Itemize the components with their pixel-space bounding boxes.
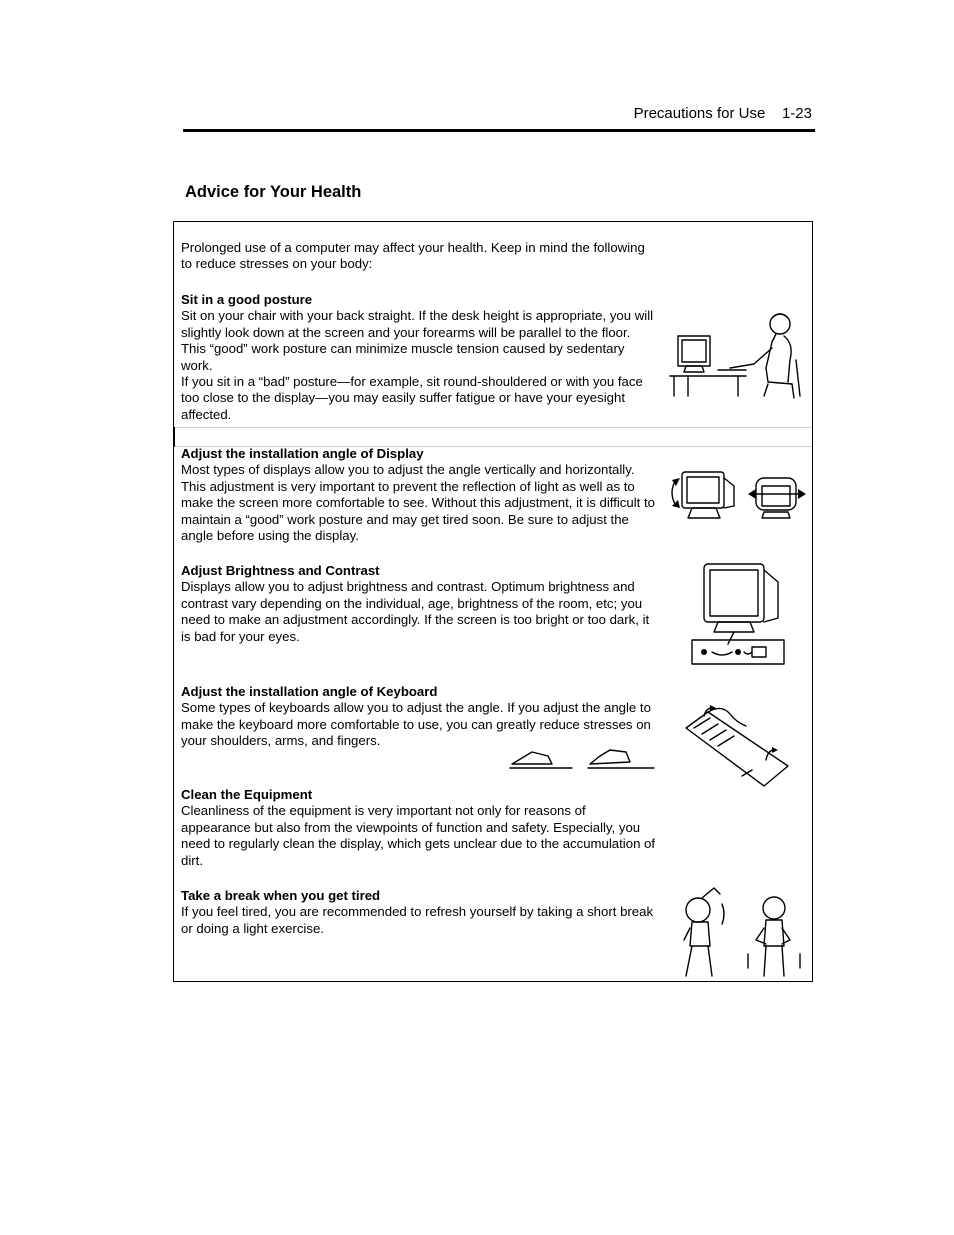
section-break xyxy=(181,888,656,937)
section-display-angle xyxy=(181,446,656,544)
section-body: Some types of keyboards allow you to adjust the angle. If you adjust the angle to make the keyboard more comfortable to use, you can greatly reduce stresses on your shoulders, arms, and fingers. xyxy=(181,700,651,749)
section-heading: Adjust Brightness and Contrast xyxy=(181,563,380,578)
section-body: Displays allow you to adjust brightness and contrast. Optimum brightness and contrast vary depending on the individual, age, brightness of the room, etc; you need to make an adjustment accordingly. If the screen is too bright or too dark, it is bad for your eyes. xyxy=(181,579,650,644)
section-brightness xyxy=(181,563,656,645)
posture-illustration xyxy=(668,308,808,400)
header-page-number: 1-23 xyxy=(781,105,812,122)
section-heading: Clean the Equipment xyxy=(181,787,313,802)
section-heading: Take a break when you get tired xyxy=(181,888,381,903)
section-heading: Adjust the installation angle of Keyboard xyxy=(181,684,438,699)
keyboard-illustration xyxy=(682,700,804,790)
running-header xyxy=(634,105,812,122)
section-body-2: If you sit in a “bad” posture—for example, sit round-shouldered or with you face too close to the display—you may easily suffer fatigue or have your eyesight affected. xyxy=(181,374,643,422)
monitor-controls-illustration xyxy=(688,562,788,668)
page-title: Advice for Your Health xyxy=(185,183,362,201)
hands-keyboard-illustration xyxy=(508,744,658,772)
section-divider xyxy=(174,427,812,447)
divider-tick xyxy=(174,427,175,447)
exercise-illustration xyxy=(678,884,810,980)
section-heading: Sit in a good posture xyxy=(181,292,313,307)
section-body: Cleanliness of the equipment is very important not only for reasons of appearance but also from the viewpoints of function and safety. Especially, you need to regularly clean the display, which gets unclear due to the accumulation of dirt. xyxy=(181,803,656,868)
intro-text: Prolonged use of a computer may affect your health. Keep in mind the following to reduce stresses on your body: xyxy=(181,240,645,272)
intro-paragraph xyxy=(181,240,656,273)
section-body: Sit on your chair with your back straight. If the desk height is appropriate, you will slightly look down at the screen and your forearms will be parallel to the floor. This “good” work posture can minimize muscle tension caused by sedentary work. xyxy=(181,308,654,373)
section-posture xyxy=(181,292,656,423)
section-body: Most types of displays allow you to adjust the angle vertically and horizontally. This adjustment is very important to prevent the reflection of light as well as to make the screen more comfortable to see. Without this adjustment, it is difficult to maintain a “good” work posture and may get tired soon. Be sure to adjust the angle before using the display. xyxy=(181,462,655,544)
header-section: Precautions for Use xyxy=(633,105,766,122)
display-tilt-illustration xyxy=(668,468,810,530)
advice-box xyxy=(173,221,813,982)
section-clean xyxy=(181,787,656,869)
header-rule xyxy=(183,129,815,132)
section-body: If you feel tired, you are recommended to refresh yourself by taking a short break or doing a light exercise. xyxy=(181,904,654,936)
section-heading: Adjust the installation angle of Display xyxy=(181,446,424,461)
section-keyboard xyxy=(181,684,656,750)
